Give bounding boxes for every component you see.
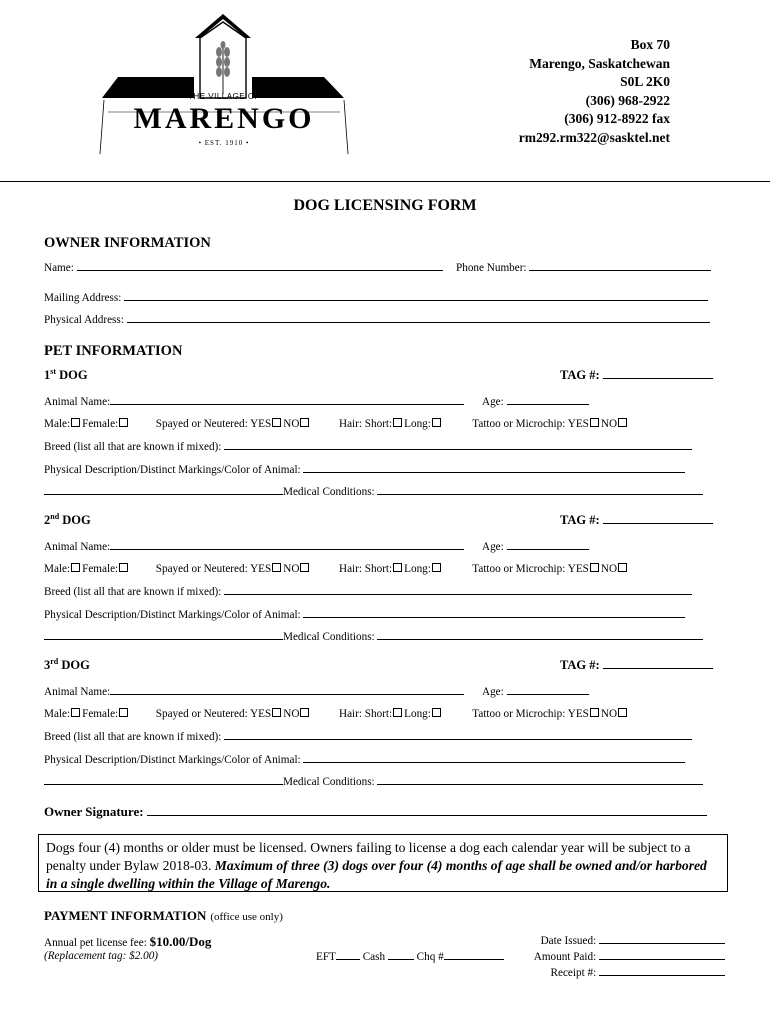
notice-text: Dogs four (4) months or older must be licensed. Owners failing to license a dog each calendar year will be subject to a penalty under Bylaw 2018-03. [46,840,691,873]
dog-1-tag [560,368,713,383]
receipt-row: Receipt #: [460,966,725,979]
dog-2-hair-long-checkbox[interactable] [432,563,441,572]
address-postal: S0L 2K0 [620,74,670,89]
dog-1-spayed-yes-checkbox[interactable] [272,418,281,427]
logo-name: MARENGO [133,102,315,135]
dog-1-breed-row: Breed (list all that are known if mixed): [44,440,692,453]
dog-2-male-checkbox[interactable] [71,563,80,572]
dog-3-female-checkbox[interactable] [119,708,128,717]
fee-value: $10.00/Dog [149,934,212,949]
dog-2-female-checkbox[interactable] [119,563,128,572]
form-title: DOG LICENSING FORM [293,197,477,214]
dog-1-medical-row: Medical Conditions: [44,485,703,498]
fee-label: Annual pet license fee: [44,937,147,949]
dog-3-name-field[interactable] [110,685,464,695]
dog-3-medical-field[interactable] [377,775,703,785]
payment-method-row: EFT Cash Chq # [316,950,504,963]
address-phone: (306) 968-2922 [585,92,670,108]
dog-2-desc-field-2[interactable] [44,630,283,640]
dog-3-spayed-yes-checkbox[interactable] [272,708,281,717]
dog-2-desc-row: Physical Description/Distinct Markings/Color of Animal: [44,608,685,621]
dog-2-tattoo-yes-checkbox[interactable] [590,563,599,572]
dog-3-age-row: Age: [482,685,589,698]
address-block [519,36,670,147]
dog-3-breed-row: Breed (list all that are known if mixed): [44,730,692,743]
dog-1-tattoo-no-checkbox[interactable] [618,418,627,427]
eft-field[interactable] [336,950,360,960]
dog-2-age-row: Age: [482,540,589,553]
dog-1-tattoo-yes-checkbox[interactable] [590,418,599,427]
signature-row [44,804,707,820]
mailing-row [44,291,708,304]
header-divider [0,181,770,182]
payment-note: (office use only) [210,911,283,923]
dog-3-breed-field[interactable] [224,730,692,740]
name-field[interactable] [77,261,443,271]
dog-2-desc-field[interactable] [303,608,685,618]
dog-section-2 [0,513,770,653]
dog-3-tag-field[interactable] [603,659,713,669]
dog-2-spayed-yes-checkbox[interactable] [272,563,281,572]
dog-3-tag [560,658,713,673]
physical-label: Physical Address: [44,314,124,326]
physical-address-field[interactable] [127,313,710,323]
notice-emphasis: Maximum of three (3) dogs over four (4) months of age shall be owned and/or harbored in a single dwelling within the Village of Marengo. [46,858,707,891]
amount-paid-row: Amount Paid: [460,950,725,963]
date-issued-row: Date Issued: [460,934,725,947]
payment-heading: PAYMENT INFORMATION [44,908,207,923]
dog-1-desc-field-2[interactable] [44,485,283,495]
dog-2-name-field[interactable] [110,540,464,550]
notice-box [38,834,728,892]
dog-2-heading: 2nd DOG [44,511,91,527]
dog-2-tattoo-no-checkbox[interactable] [618,563,627,572]
dog-2-hair-short-checkbox[interactable] [393,563,402,572]
mailing-label: Mailing Address: [44,292,122,304]
dog-2-breed-field[interactable] [224,585,692,595]
name-label: Name: [44,262,74,274]
tag-label: TAG #: [560,513,600,527]
dog-3-tattoo-no-checkbox[interactable] [618,708,627,717]
address-city: Marengo, Saskatchewan [529,55,670,71]
dog-3-age-field[interactable] [507,685,589,695]
dog-1-hair-short-checkbox[interactable] [393,418,402,427]
dog-3-hair-short-checkbox[interactable] [393,708,402,717]
amount-paid-field[interactable] [599,950,725,960]
cash-field[interactable] [388,950,414,960]
dog-1-hair-long-checkbox[interactable] [432,418,441,427]
dog-2-spayed-no-checkbox[interactable] [300,563,309,572]
tag-label: TAG #: [560,368,600,382]
dog-1-desc-field[interactable] [303,463,685,473]
mailing-address-field[interactable] [124,291,708,301]
logo-village-of: THE VILLAGE OF [188,92,260,101]
dog-3-checkbox-row: Male: Female: Spayed or Neutered: YES NO Hair: Short: Long: Tattoo or Microchip: YES NO [44,708,629,720]
dog-3-desc-row: Physical Description/Distinct Markings/Color of Animal: [44,753,685,766]
address-box: Box 70 [630,37,670,52]
dog-section-1 [0,368,770,508]
dog-1-medical-field[interactable] [377,485,703,495]
dog-1-male-checkbox[interactable] [71,418,80,427]
dog-1-heading: 1st DOG [44,366,88,382]
payment-heading-row [44,907,283,925]
dog-1-desc-row: Physical Description/Distinct Markings/Color of Animal: [44,463,685,476]
dog-section-3 [0,658,770,798]
owner-heading: OWNER INFORMATION [44,235,211,251]
dog-3-heading: 3rd DOG [44,656,90,672]
dog-3-desc-field-2[interactable] [44,775,283,785]
dog-2-age-field[interactable] [507,540,589,550]
date-issued-field[interactable] [599,934,725,944]
owner-phone-row [456,261,711,274]
replacement-note: (Replacement tag: $2.00) [44,950,159,962]
dog-3-desc-field[interactable] [303,753,685,763]
dog-2-medical-field[interactable] [377,630,703,640]
dog-3-hair-long-checkbox[interactable] [432,708,441,717]
signature-label: Owner Signature: [44,804,144,819]
dog-1-name-field[interactable] [110,395,464,405]
dog-1-age-field[interactable] [507,395,589,405]
dog-3-name-row: Animal Name: [44,685,464,698]
phone-label: Phone Number: [456,262,527,274]
dog-3-tattoo-yes-checkbox[interactable] [590,708,599,717]
physical-row [44,313,710,326]
dog-1-female-checkbox[interactable] [119,418,128,427]
dog-1-tag-field[interactable] [603,369,713,379]
dog-2-tag [560,513,713,528]
owner-name-row [44,261,443,274]
logo-est: • EST. 1910 • [198,139,250,147]
pet-heading: PET INFORMATION [44,343,183,359]
dog-2-medical-row: Medical Conditions: [44,630,703,643]
address-email: rm292.rm322@sasktel.net [518,129,670,145]
signature-field[interactable] [147,806,707,816]
dog-1-name-row: Animal Name: [44,395,464,408]
fee-row [44,934,211,950]
dog-1-breed-field[interactable] [224,440,692,450]
dog-1-age-row: Age: [482,395,589,408]
receipt-field[interactable] [599,966,725,976]
address-fax: (306) 912-8922 fax [564,111,670,126]
tag-label: TAG #: [560,658,600,672]
dog-1-checkbox-row: Male: Female: Spayed or Neutered: YES NO Hair: Short: Long: Tattoo or Microchip: YES NO [44,418,629,430]
dog-3-spayed-no-checkbox[interactable] [300,708,309,717]
dog-1-spayed-no-checkbox[interactable] [300,418,309,427]
dog-2-tag-field[interactable] [603,514,713,524]
phone-field[interactable] [529,261,711,271]
dog-3-medical-row: Medical Conditions: [44,775,703,788]
dog-2-name-row: Animal Name: [44,540,464,553]
dog-2-breed-row: Breed (list all that are known if mixed): [44,585,692,598]
village-logo [98,14,350,160]
dog-3-male-checkbox[interactable] [71,708,80,717]
dog-2-checkbox-row: Male: Female: Spayed or Neutered: YES NO Hair: Short: Long: Tattoo or Microchip: YES NO [44,563,629,575]
